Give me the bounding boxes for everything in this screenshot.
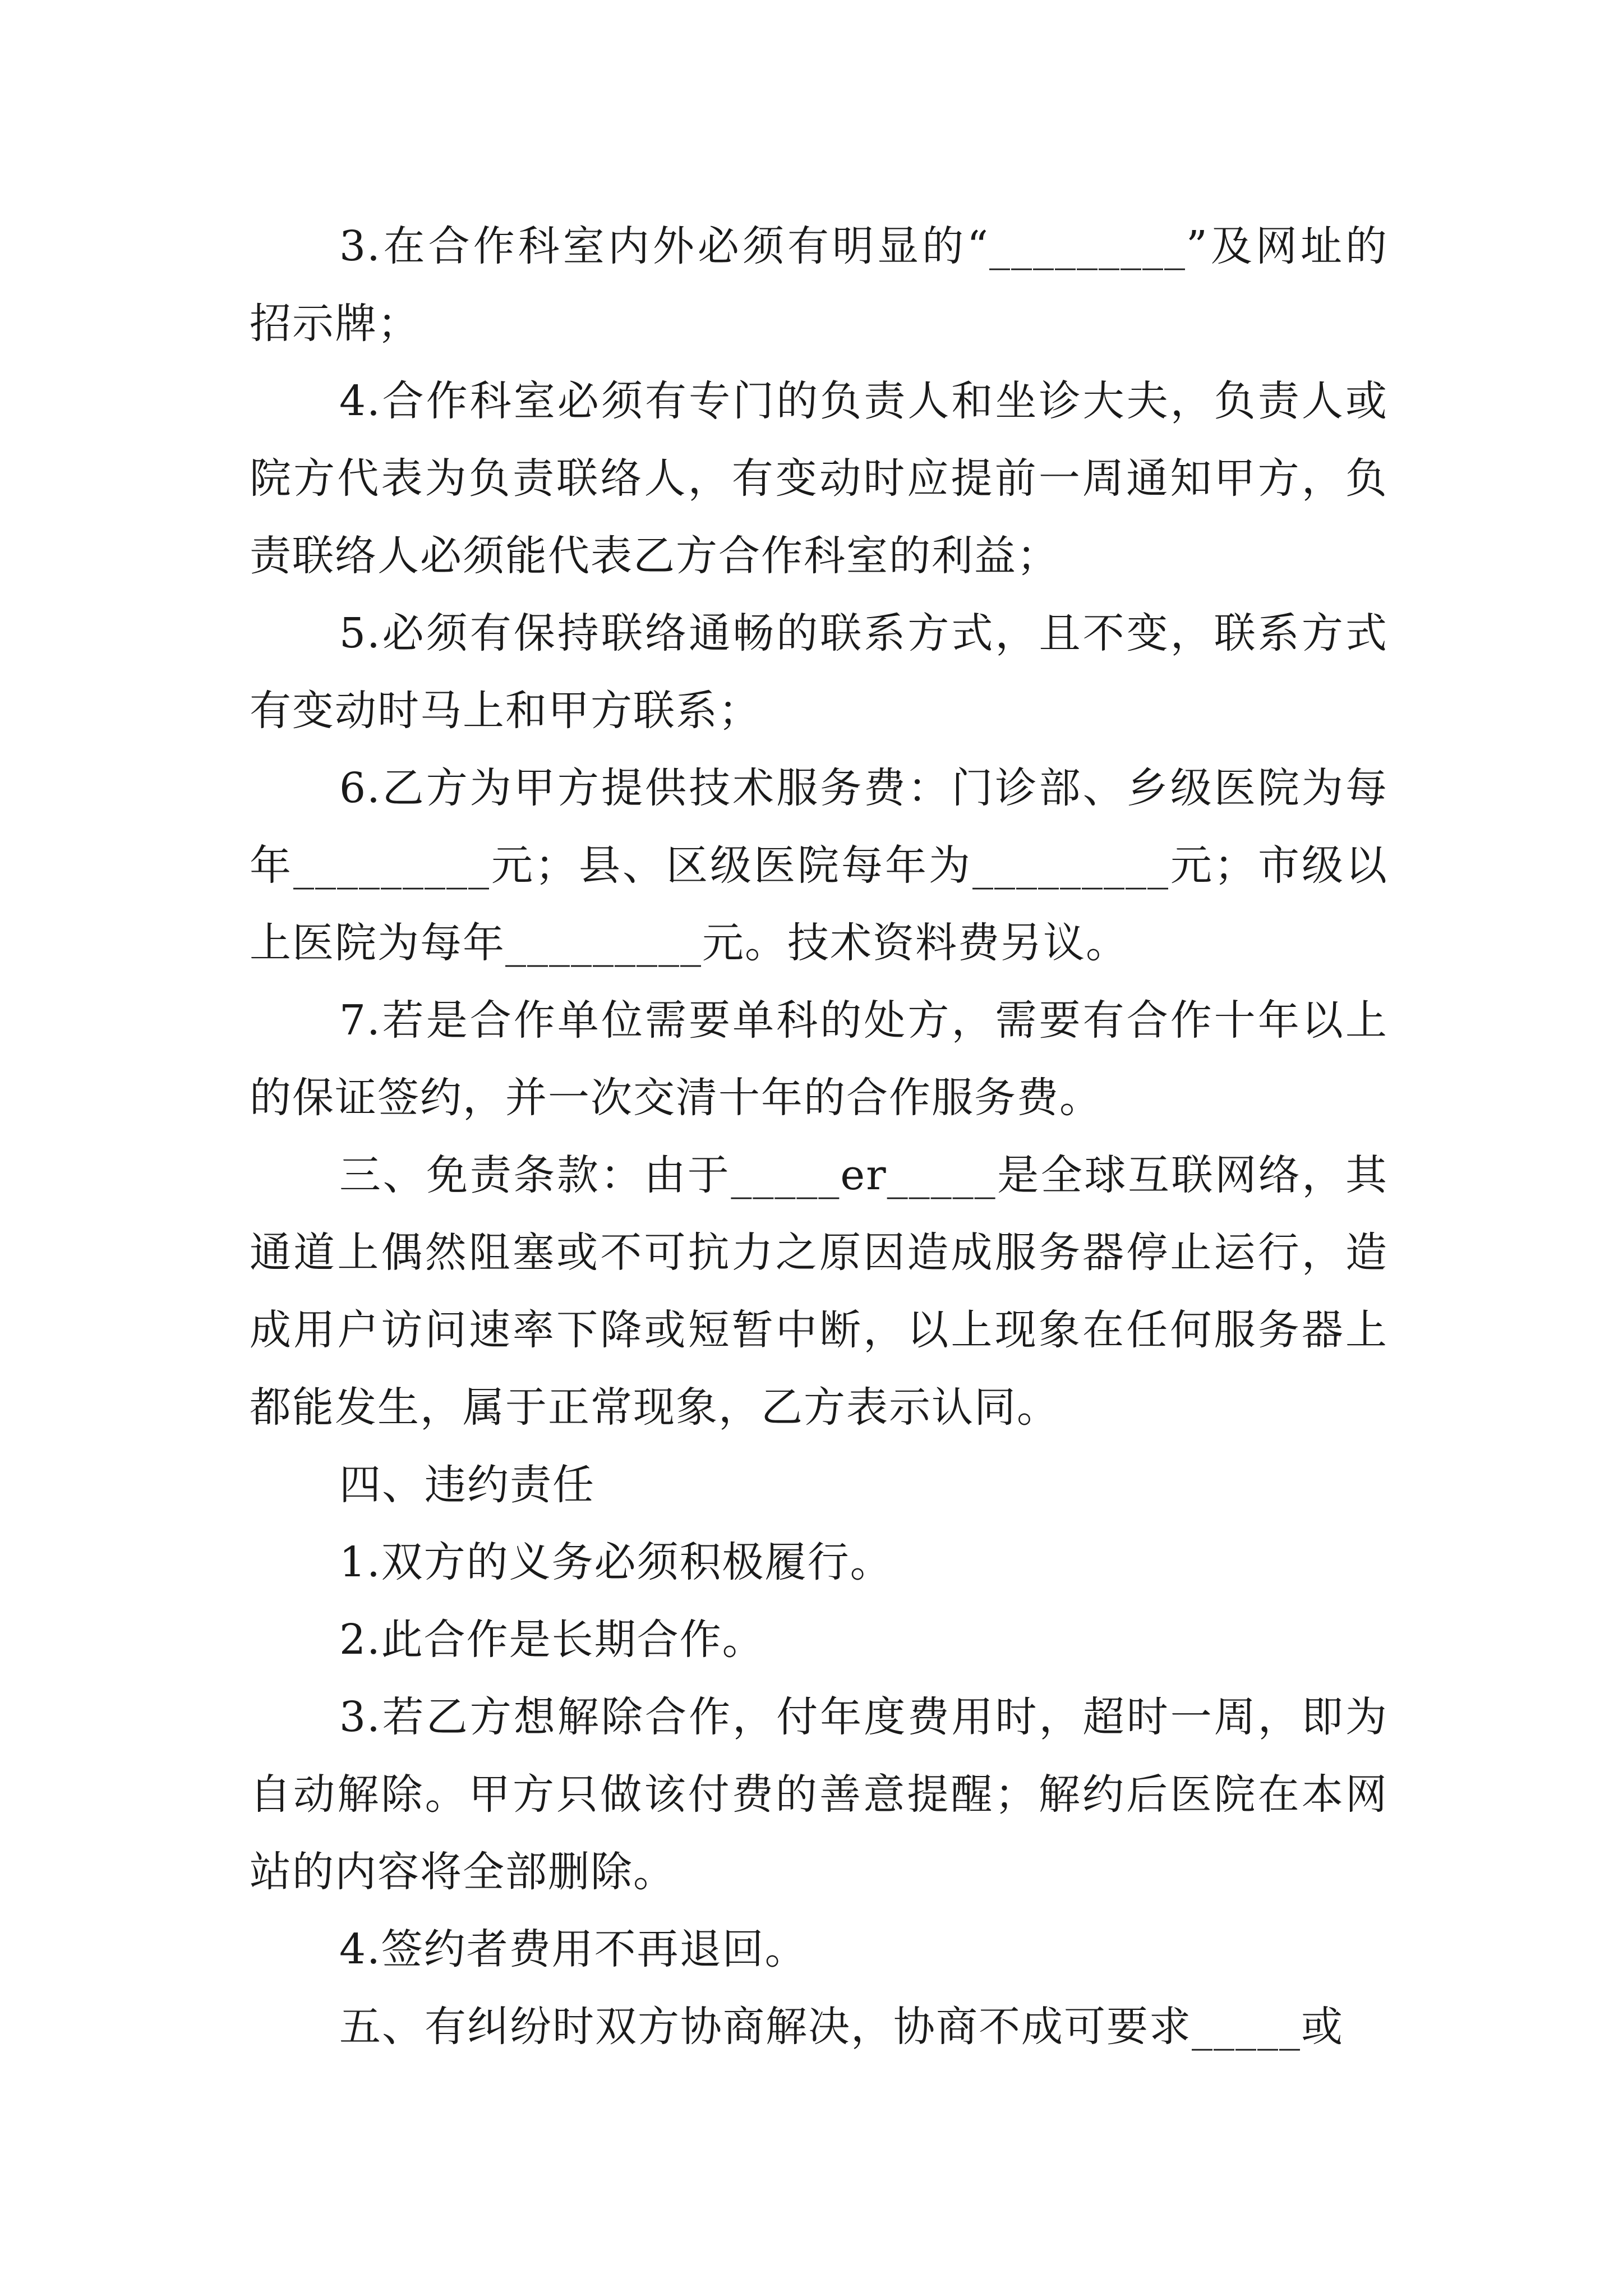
- paragraph-item-6-service-fee: 6.乙方为甲方提供技术服务费：门诊部、乡级医院为每年_________元；县、区级医院每年为_________元；市级以上医院为每年_________元。技术资料费另议。: [250, 764, 1388, 967]
- paragraph-item-3-signboard: 3.在合作科室内外必须有明显的“_________”及网址的招示牌；: [250, 222, 1388, 348]
- paragraph-item-7-prescription: 7.若是合作单位需要单科的处方，需要有合作十年以上的保证签约，并一次交清十年的合作服务费。: [250, 996, 1388, 1122]
- section-disclaimer: 三、免责条款：由于_____er_____是全球互联网络，其通道上偶然阻塞或不可抗力之原因造成服务器停止运行，造成用户访问速率下降或短暂中断，以上现象在任何服务器上都能发生，属于正常现象，乙方表示认同。: [250, 1151, 1388, 1432]
- breach-item-2: 2.此合作是长期合作。: [339, 1616, 765, 1664]
- section-dispute: 五、有纠纷时双方协商解决，协商不成可要求_____或: [339, 2003, 1344, 2051]
- paragraph-item-4-contact-person: 4.合作科室必须有专门的负责人和坐诊大夫，负责人或院方代表为负责联络人，有变动时应提前一周通知甲方，负责联络人必须能代表乙方合作科室的利益；: [250, 377, 1388, 580]
- paragraph-item-5-contact-method: 5.必须有保持联络通畅的联系方式，且不变，联系方式有变动时马上和甲方联系；: [250, 609, 1388, 735]
- breach-item-3: 3.若乙方想解除合作，付年度费用时，超时一周，即为自动解除。甲方只做该付费的善意提醒；解约后医院在本网站的内容将全部删除。: [250, 1693, 1388, 1896]
- breach-item-4: 4.签约者费用不再退回。: [339, 1925, 808, 1973]
- breach-item-1: 1.双方的义务必须积极履行。: [339, 1538, 893, 1586]
- document-body: [250, 208, 1388, 2065]
- section-heading-breach: 四、违约责任: [339, 1461, 595, 1509]
